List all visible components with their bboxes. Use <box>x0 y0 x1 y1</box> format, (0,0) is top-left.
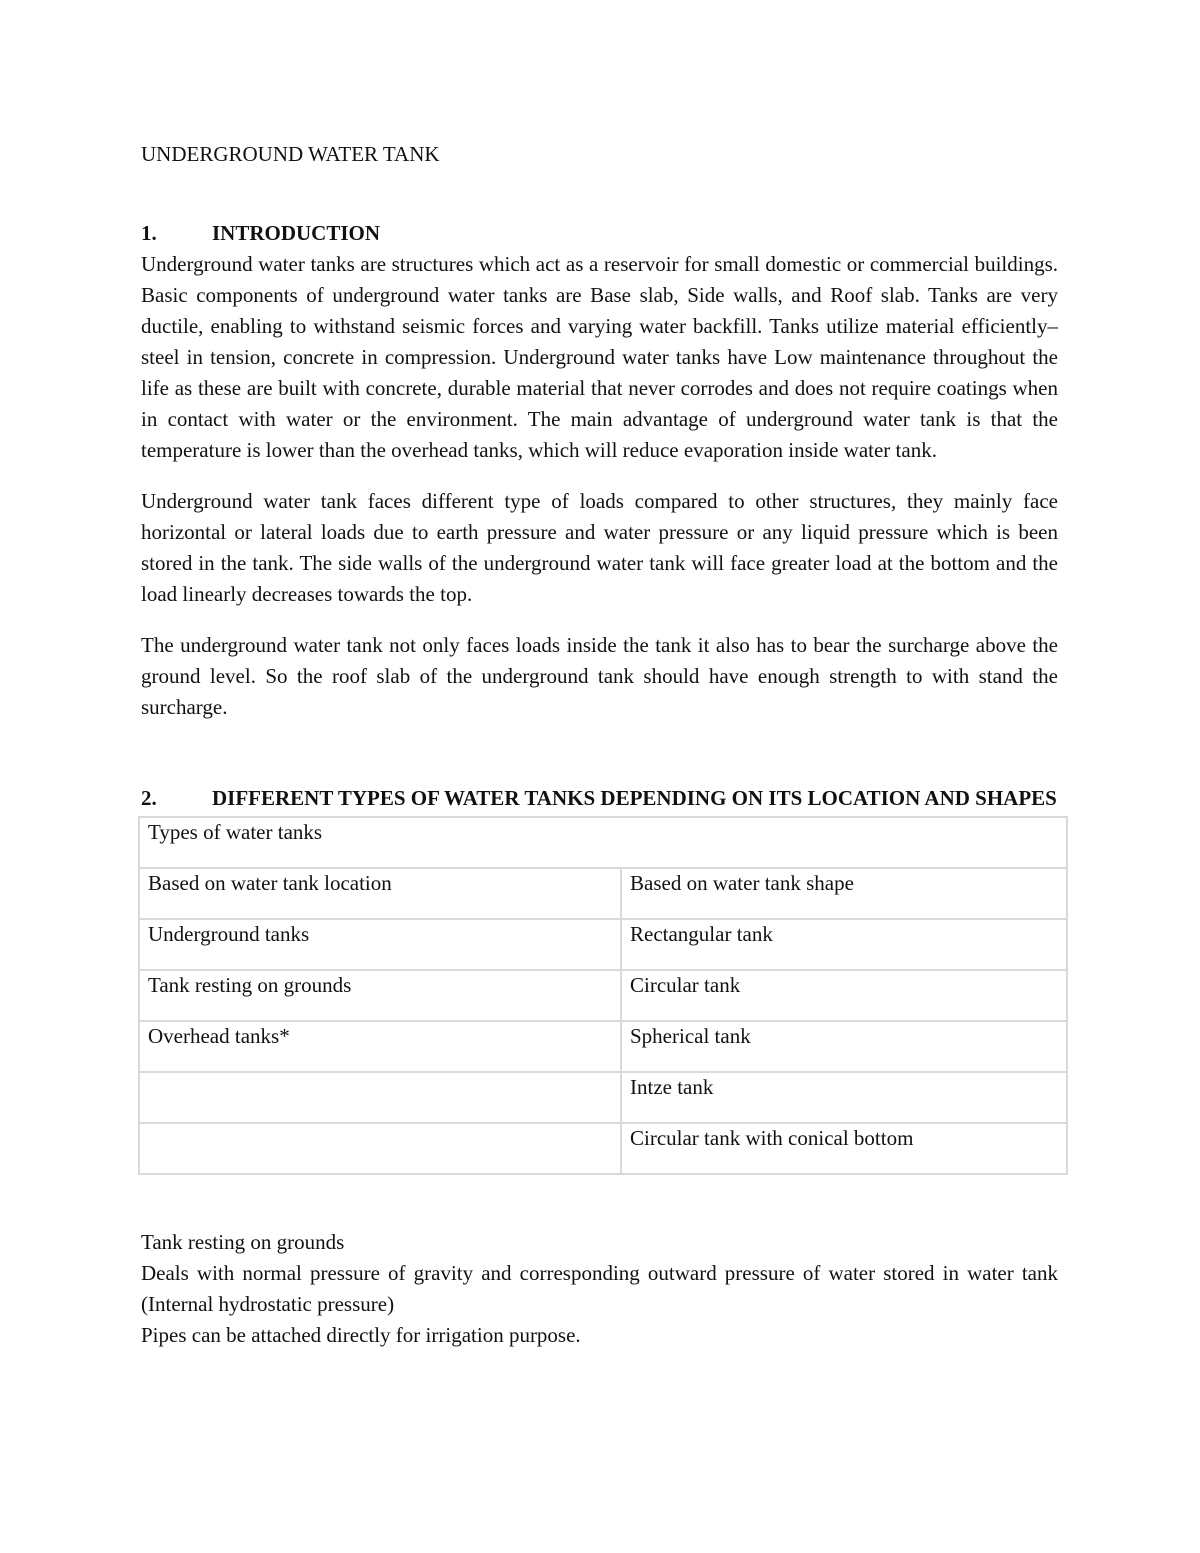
subsection-title: Tank resting on grounds <box>141 1230 345 1254</box>
table-cell: Rectangular tank <box>621 919 1067 970</box>
subsection-text-2: Pipes can be attached directly for irrigation purpose. <box>141 1323 581 1347</box>
section-2-heading <box>141 783 1058 814</box>
table-row <box>139 919 1067 970</box>
water-tank-types-table <box>138 816 1068 1175</box>
table-row <box>139 1072 1067 1123</box>
table-cell: Spherical tank <box>621 1021 1067 1072</box>
intro-paragraph-3: The underground water tank not only faces loads inside the tank it also has to bear the surcharge above the ground level. So the roof slab of the underground tank should have enough strength to with stand the surcharge. <box>141 633 1058 719</box>
table-cell: Underground tanks <box>139 919 621 970</box>
table-row <box>139 868 1067 919</box>
table-cell: Circular tank <box>621 970 1067 1021</box>
table-cell: Circular tank with conical bottom <box>621 1123 1067 1174</box>
document-page <box>141 139 1058 1351</box>
document-title: UNDERGROUND WATER TANK <box>141 142 440 166</box>
table-row <box>139 970 1067 1021</box>
table-row <box>139 1123 1067 1174</box>
table-cell: Based on water tank location <box>139 868 621 919</box>
table-cell <box>139 1123 621 1174</box>
section-2-number: 2. <box>141 786 157 810</box>
subsection-text-1: Deals with normal pressure of gravity and corresponding outward pressure of water stored in water tank (Internal hydrostatic pressure) <box>141 1261 1058 1316</box>
table-row <box>139 1021 1067 1072</box>
spacer <box>141 1175 1058 1227</box>
spacer <box>141 466 1058 486</box>
intro-paragraph-2: Underground water tank faces different type of loads compared to other structures, they mainly face horizontal or lateral loads due to earth pressure and water pressure or any liquid pressure which is been stored in the tank. The side walls of the underground water tank will face greater load at the bottom and the load linearly decreases towards the top. <box>141 489 1058 606</box>
section-1-number: 1. <box>141 221 157 245</box>
table-cell <box>139 1072 621 1123</box>
spacer <box>141 170 1058 218</box>
section-1-heading <box>141 218 1058 249</box>
table-cell: Based on water tank shape <box>621 868 1067 919</box>
table-header-cell: Types of water tanks <box>139 817 1067 868</box>
table-cell: Intze tank <box>621 1072 1067 1123</box>
intro-paragraph-1: Underground water tanks are structures which act as a reservoir for small domestic or commercial buildings. Basic components of underground water tanks are Base slab, Side walls, and Roof slab. Tanks are very ductile, enabling to withstand seismic forces and varying water backfill. Tanks utilize material efficiently–steel in tension, concrete in compression. Underground water tanks have Low maintenance throughout the life as these are built with concrete, durable material that never corrodes and does not require coatings when in contact with water or the environment. The main advantage of underground water tank is that the temperature is lower than the overhead tanks, which will reduce evaporation inside water tank. <box>141 252 1058 462</box>
section-1-title: INTRODUCTION <box>212 221 381 245</box>
table-cell: Tank resting on grounds <box>139 970 621 1021</box>
spacer <box>141 610 1058 630</box>
table-cell: Overhead tanks* <box>139 1021 621 1072</box>
table-header-row <box>139 817 1067 868</box>
spacer <box>141 723 1058 783</box>
section-2-title: DIFFERENT TYPES OF WATER TANKS DEPENDING ON ITS LOCATION AND SHAPES <box>212 786 1057 810</box>
